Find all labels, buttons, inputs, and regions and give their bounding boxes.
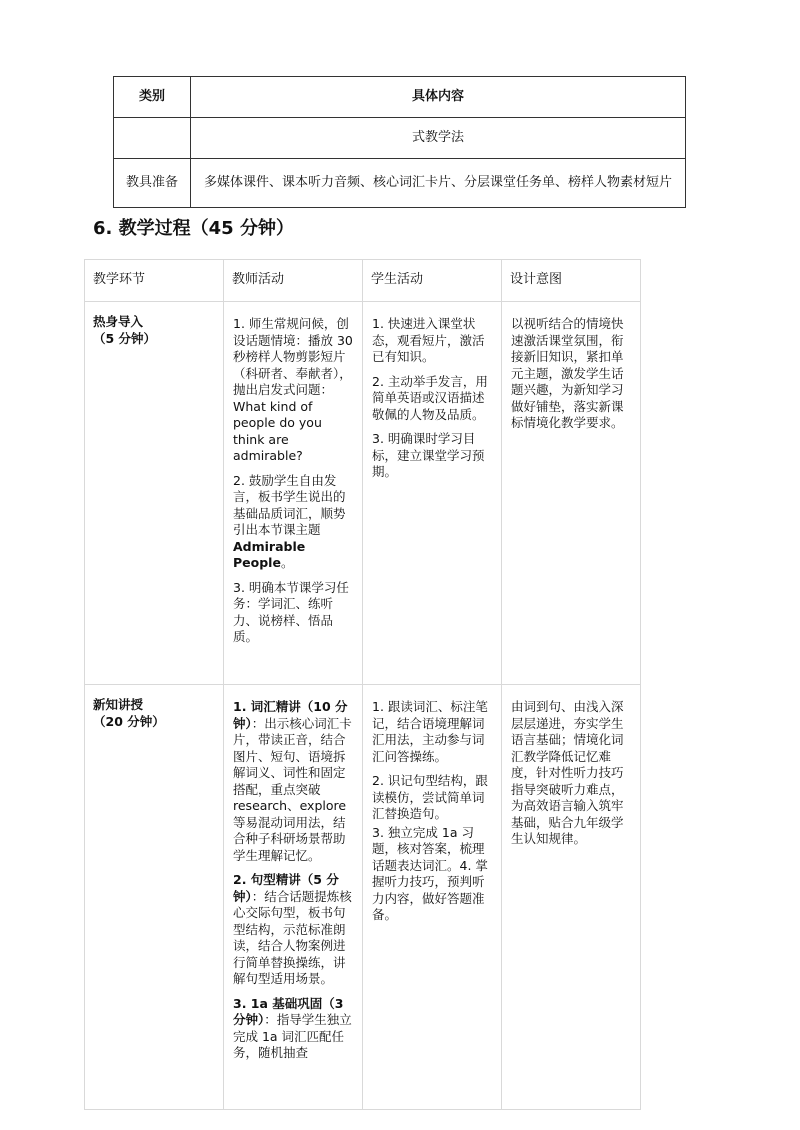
stage-cell-warmup xyxy=(85,302,224,685)
teacher-step-3: 3. 明确本节课学习任务：学词汇、练听力、说榜样、悟品质。 xyxy=(233,579,349,644)
tools-category-cell: 教具准备 xyxy=(114,159,191,208)
stage-cell-new-knowledge xyxy=(85,685,224,1110)
student-step-2: 2. 识记句型结构，跟读模仿，尝试简单词汇替换造句。 xyxy=(372,773,488,821)
student-activity-cell xyxy=(363,302,502,685)
student-step-3: 3. 明确课时学习目标，建立课堂学习预期。 xyxy=(372,431,485,479)
col-header-student: 学生活动 xyxy=(363,260,502,302)
stage-time: （5 分钟） xyxy=(93,330,157,346)
student-activity-cell xyxy=(363,685,502,1110)
table-row xyxy=(85,302,641,685)
teacher-activity-cell xyxy=(224,302,363,685)
design-intent-cell xyxy=(502,302,641,685)
header-category: 类别 xyxy=(114,77,191,118)
col-header-teacher: 教师活动 xyxy=(224,260,363,302)
teacher-activity-cell xyxy=(224,685,363,1110)
lesson-info-table xyxy=(113,76,686,208)
table-row xyxy=(85,685,641,1110)
design-intent-cell xyxy=(502,685,641,1110)
teacher-step-1: 1. 词汇精讲（10 分钟）：出示核心词汇卡片，带读正音，结合图片、短句、语境拆解词义、词性和固定搭配，重点突破 research、explore 等易混动词用法，结合种子科研场景帮助学生理解记忆。 xyxy=(233,699,352,863)
stage-name: 新知讲授 xyxy=(93,697,144,712)
teacher-step-3: 3. 1a 基础巩固（3 分钟）：指导学生独立完成 1a 词汇匹配任务，随机抽查 xyxy=(233,995,352,1060)
method-content-cell: 式教学法 xyxy=(191,118,686,159)
teaching-process-table xyxy=(84,259,641,1110)
tools-content-cell: 多媒体课件、课本听力音频、核心词汇卡片、分层课堂任务单、榜样人物素材短片 xyxy=(191,159,686,208)
col-header-intent: 设计意图 xyxy=(502,260,641,302)
student-step-2: 2. 主动举手发言，用简单英语或汉语描述敬佩的人物及品质。 xyxy=(372,373,488,422)
stage-name: 热身导入 xyxy=(93,314,144,329)
student-step-3: 3. 独立完成 1a 习题，核对答案，梳理话题表达词汇。4. 掌握听力技巧，预判听力内容，做好答题准备。 xyxy=(372,824,488,922)
design-intent-text: 由词到句、由浅入深层层递进，夯实学生语言基础；情境化词汇教学降低记忆难度，针对性听力技巧指导突破听力难点，为高效语言输入筑牢基础，贴合九年级学生认知规律。 xyxy=(511,699,624,846)
stage-time: （20 分钟） xyxy=(93,713,165,729)
teacher-step-2: 2. 鼓励学生自由发言，板书学生说出的基础品质词汇，顺势引出本节课主题 Admirable People。 xyxy=(233,472,346,570)
lesson-topic: Admirable People xyxy=(233,538,306,570)
student-step-1: 1. 快速进入课堂状态，观看短片，激活已有知识。 xyxy=(372,316,485,364)
header-content: 具体内容 xyxy=(191,77,686,118)
method-category-cell xyxy=(114,118,191,159)
teacher-step-2: 2. 句型精讲（5 分钟）：结合话题提炼核心交际句型，板书句型结构，示范标准朗读，结合人物案例进行简单替换操练，讲解句型适用场景。 xyxy=(233,872,352,986)
col-header-stage: 教学环节 xyxy=(85,260,224,302)
design-intent-text: 以视听结合的情境快速激活课堂氛围，衔接新旧知识，紧扣单元主题，激发学生话题兴趣，为新知学习做好铺垫，落实新课标情境化教学要求。 xyxy=(511,316,624,430)
student-step-1: 1. 跟读词汇、标注笔记，结合语境理解词汇用法，主动参与词汇问答操练。 xyxy=(372,699,488,764)
teacher-step-1: 1. 师生常规问候，创设话题情境：播放 30 秒榜样人物剪影短片（科研者、奉献者），抛出启发式问题：What kind of people do you think are admirable? xyxy=(233,316,353,463)
section-heading: 6. 教学过程（45 分钟） xyxy=(93,218,294,239)
